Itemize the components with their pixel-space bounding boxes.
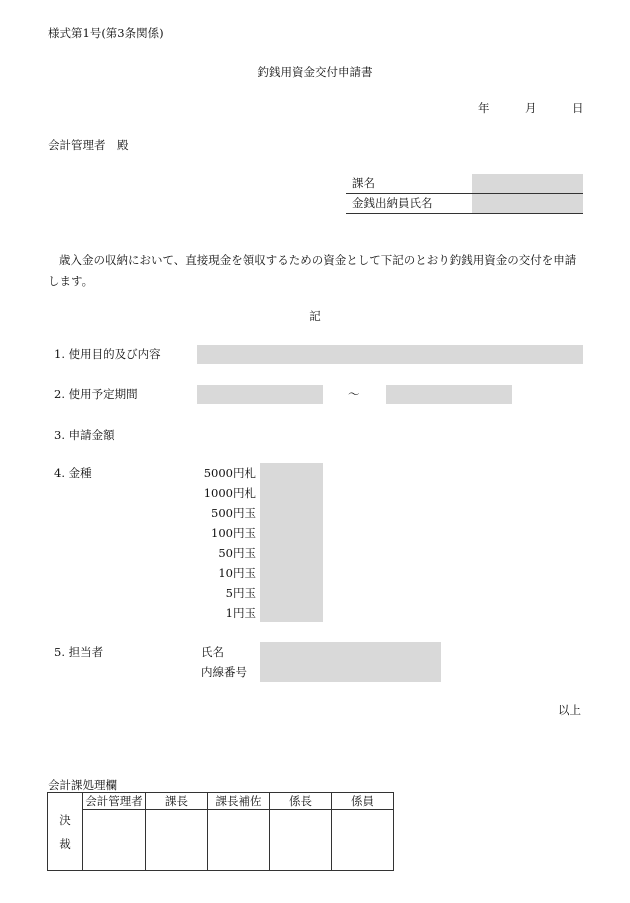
column-deputy-chief: 課長補佐 — [208, 793, 270, 810]
section-name-field[interactable] — [472, 174, 583, 193]
period-start-field[interactable] — [197, 385, 323, 404]
period-tilde: 〜 — [348, 387, 360, 401]
section-label: 課名 — [352, 176, 375, 190]
ki-label: 記 — [309, 309, 321, 323]
item-period-label: 2. 使用予定期間 — [54, 387, 138, 401]
column-accounting-manager: 会計管理者 — [83, 793, 146, 810]
kessai-char-1: 決 — [59, 812, 71, 827]
denomination-50: 50円玉 — [218, 546, 256, 560]
column-subsection-chief: 係長 — [270, 793, 332, 810]
denomination-5: 5円玉 — [225, 586, 256, 600]
date-day: 日 — [572, 101, 584, 115]
denomination-5000: 5000円札 — [203, 466, 256, 480]
date-month: 月 — [525, 101, 537, 115]
approval-table — [47, 792, 394, 871]
denomination-1: 1円玉 — [225, 606, 256, 620]
body-text: 歳入金の収納において、直接現金を領収するための資金として下記のとおり釣銭用資金の交付を申請します。 — [48, 253, 577, 288]
addressee: 会計管理者 殿 — [48, 138, 129, 152]
item-purpose-label: 1. 使用目的及び内容 — [54, 347, 161, 361]
denomination-10: 10円玉 — [218, 566, 256, 580]
period-end-field[interactable] — [386, 385, 512, 404]
column-section-chief: 課長 — [146, 793, 208, 810]
denomination-100: 100円玉 — [211, 526, 256, 540]
item-denomination-label: 4. 金種 — [54, 466, 92, 480]
stamp-cell-subsection-chief[interactable] — [270, 810, 332, 871]
date-year: 年 — [478, 101, 490, 115]
divider — [346, 213, 583, 214]
denomination-500: 500円玉 — [211, 506, 256, 520]
form-number: 様式第1号(第3条関係) — [48, 26, 164, 40]
cashier-label: 金銭出納員氏名 — [352, 196, 433, 210]
column-staff: 係員 — [332, 793, 394, 810]
cashier-name-field[interactable] — [472, 194, 583, 213]
denomination-1000: 1000円札 — [203, 486, 256, 500]
closing-text: 以上 — [558, 703, 581, 717]
item-person-label: 5. 担当者 — [54, 645, 104, 659]
item-amount-label: 3. 申請金額 — [54, 428, 115, 442]
stamp-cell-section-chief[interactable] — [146, 810, 208, 871]
accounting-title: 会計課処理欄 — [48, 778, 117, 792]
purpose-field[interactable] — [197, 345, 583, 364]
stamp-cell-deputy-chief[interactable] — [208, 810, 270, 871]
denomination-field[interactable] — [260, 463, 323, 622]
kessai-cell — [48, 793, 83, 871]
person-name-label: 氏名 — [201, 645, 224, 659]
kessai-char-2: 裁 — [59, 836, 71, 851]
stamp-cell-accounting-manager[interactable] — [83, 810, 146, 871]
stamp-cell-staff[interactable] — [332, 810, 394, 871]
person-field[interactable] — [260, 642, 441, 682]
document-title: 釣銭用資金交付申請書 — [257, 65, 373, 79]
person-extension-label: 内線番号 — [201, 665, 247, 679]
